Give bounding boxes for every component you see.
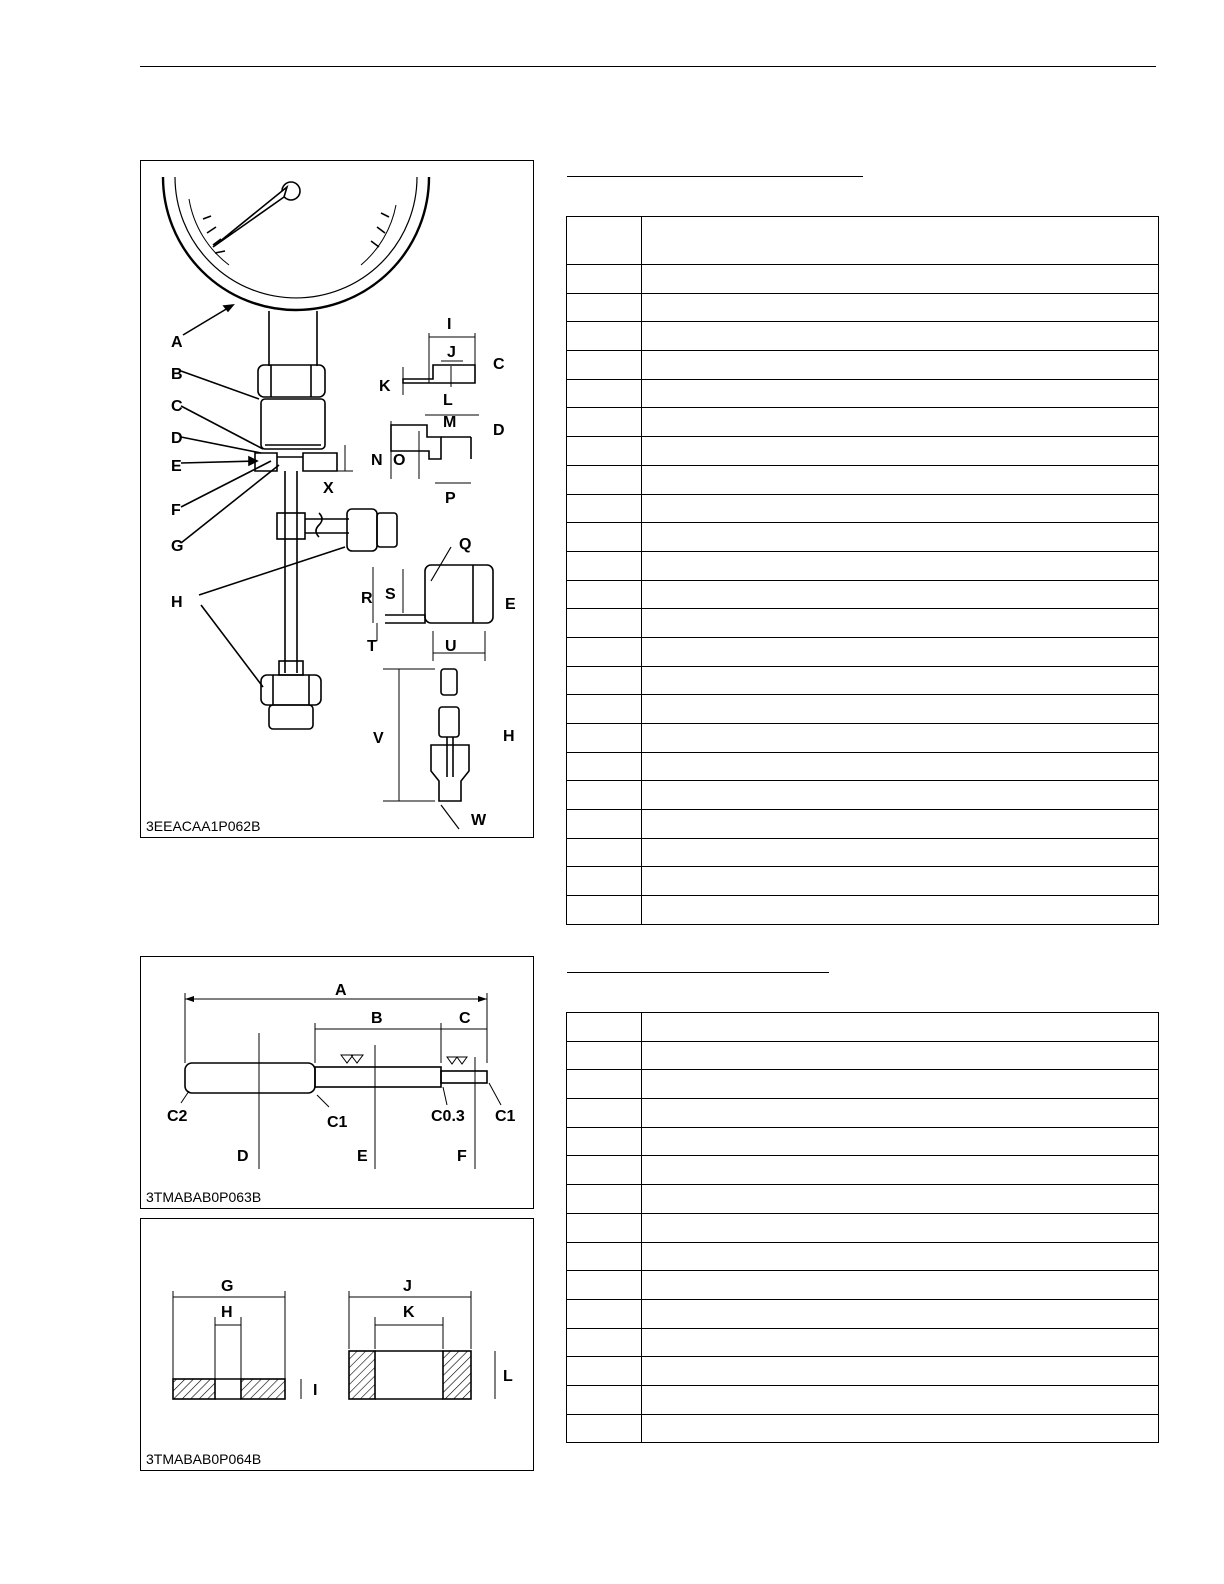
table-cell (642, 867, 1159, 896)
callout-label: E (505, 596, 516, 613)
table-cell (642, 1099, 1159, 1128)
callout-label: D (237, 1148, 249, 1165)
table-cell (567, 580, 642, 609)
table-cell (642, 580, 1159, 609)
header-rule (140, 66, 1156, 67)
figure-pin-dimensions (140, 956, 534, 1209)
callout-label: K (379, 378, 391, 395)
table-cell (567, 724, 642, 753)
callout-label: J (447, 344, 456, 361)
callout-label: O (393, 452, 406, 469)
table-row (567, 217, 1159, 265)
table-cell (567, 1357, 642, 1386)
callout-label: C (493, 356, 505, 373)
table-cell (642, 609, 1159, 638)
table-row (567, 322, 1159, 351)
table-row (567, 1414, 1159, 1443)
table-cell (567, 551, 642, 580)
table-cell (642, 265, 1159, 294)
table-row (567, 351, 1159, 380)
table-row (567, 408, 1159, 437)
callout-label: D (171, 430, 183, 447)
table-cell (642, 666, 1159, 695)
callout-label: K (403, 1304, 415, 1321)
table-row (567, 1185, 1159, 1214)
table-cell (642, 494, 1159, 523)
callout-label: G (171, 538, 184, 555)
callout-label: L (443, 392, 453, 409)
table-row (567, 838, 1159, 867)
table-cell (642, 896, 1159, 925)
callout-label: N (371, 452, 383, 469)
table-row (567, 810, 1159, 839)
table-cell (567, 695, 642, 724)
table-cell (642, 695, 1159, 724)
callout-label: G (221, 1278, 234, 1295)
table-cell (642, 437, 1159, 466)
gauge-labels (141, 161, 535, 839)
table-row (567, 1385, 1159, 1414)
table-cell (642, 1213, 1159, 1242)
table-cell (567, 293, 642, 322)
table-row (567, 293, 1159, 322)
callout-label: E (171, 458, 182, 475)
callout-label: C2 (167, 1108, 188, 1125)
callout-label: J (403, 1278, 412, 1295)
callout-label: B (171, 366, 183, 383)
table-cell (567, 609, 642, 638)
section-heading-rule-2 (567, 972, 829, 973)
table-cell (567, 1213, 642, 1242)
table-cell (567, 1156, 642, 1185)
table-row (567, 637, 1159, 666)
figure-gauge-adaptor (140, 160, 534, 838)
table-cell (567, 838, 642, 867)
table-cell (567, 1127, 642, 1156)
table-cell (567, 217, 642, 265)
table-cell (567, 666, 642, 695)
table-row (567, 465, 1159, 494)
callout-label: C0.3 (431, 1108, 465, 1125)
table-row (567, 1041, 1159, 1070)
callout-label: F (457, 1148, 467, 1165)
table-cell (567, 494, 642, 523)
table-cell (567, 1099, 642, 1128)
table-row (567, 1127, 1159, 1156)
table-cell (642, 752, 1159, 781)
callout-label: A (171, 334, 183, 351)
table-cell (642, 1156, 1159, 1185)
callout-label: I (313, 1382, 318, 1399)
table-row (567, 551, 1159, 580)
callout-label: C1 (495, 1108, 516, 1125)
callout-label: X (323, 480, 334, 497)
figure-washer-dimensions (140, 1218, 534, 1471)
table-cell (567, 1041, 642, 1070)
table-cell (642, 724, 1159, 753)
table-cell (642, 551, 1159, 580)
table-row (567, 494, 1159, 523)
table-cell (567, 1013, 642, 1042)
callout-label: C1 (327, 1114, 348, 1131)
callout-label: D (493, 422, 505, 439)
table-cell (642, 379, 1159, 408)
callout-label: V (373, 730, 384, 747)
table-cell (642, 1242, 1159, 1271)
table-cell (642, 1271, 1159, 1300)
table-row (567, 1213, 1159, 1242)
table-row (567, 523, 1159, 552)
callout-label: I (447, 316, 452, 333)
table-row (567, 609, 1159, 638)
washer-labels (141, 1219, 535, 1472)
figure-caption: 3TMABAB0P063B (146, 1189, 262, 1205)
table-row (567, 695, 1159, 724)
callout-label: U (445, 638, 457, 655)
table-cell (642, 1041, 1159, 1070)
table-row (567, 1013, 1159, 1042)
table-row (567, 867, 1159, 896)
table-cell (567, 1242, 642, 1271)
table-cell (567, 1414, 642, 1443)
table-row (567, 1242, 1159, 1271)
table-cell (642, 1357, 1159, 1386)
callout-label: B (371, 1010, 383, 1027)
table-cell (642, 838, 1159, 867)
table-cell (567, 1328, 642, 1357)
table-cell (567, 408, 642, 437)
callout-label: R (361, 590, 373, 607)
callout-label: Q (459, 536, 472, 553)
callout-label: T (367, 638, 377, 655)
pin-labels (141, 957, 535, 1210)
table-cell (642, 322, 1159, 351)
table-cell (642, 465, 1159, 494)
callout-label: S (385, 586, 396, 603)
table-cell (642, 1070, 1159, 1099)
table-cell (642, 1185, 1159, 1214)
table-cell (567, 465, 642, 494)
table-cell (567, 351, 642, 380)
table-row (567, 1070, 1159, 1099)
table-row (567, 752, 1159, 781)
table-cell (642, 810, 1159, 839)
figure-caption: 3TMABAB0P064B (146, 1451, 262, 1467)
table-row (567, 1271, 1159, 1300)
callout-label: C (171, 398, 183, 415)
table-cell (642, 1328, 1159, 1357)
table-cell (567, 896, 642, 925)
table-cell (567, 781, 642, 810)
table-cell (642, 217, 1159, 265)
table-cell (567, 1185, 642, 1214)
table-cell (642, 408, 1159, 437)
table-row (567, 437, 1159, 466)
table-cell (642, 1013, 1159, 1042)
table-row (567, 580, 1159, 609)
figure-caption: 3EEACAA1P062B (146, 818, 261, 834)
callout-label: L (503, 1368, 513, 1385)
callout-label: M (443, 414, 457, 431)
table-cell (642, 351, 1159, 380)
table-cell (567, 379, 642, 408)
table-cell (567, 265, 642, 294)
callout-label: P (445, 490, 456, 507)
callout-label: A (335, 982, 347, 999)
table-row (567, 1156, 1159, 1185)
callout-label: E (357, 1148, 368, 1165)
table-cell (642, 523, 1159, 552)
callout-label: H (503, 728, 515, 745)
callout-label: F (171, 502, 181, 519)
table-cell (567, 1070, 642, 1099)
table-cell (642, 1414, 1159, 1443)
table-row (567, 896, 1159, 925)
spec-table-2 (566, 1012, 1159, 1443)
callout-label: W (471, 812, 487, 829)
table-cell (567, 437, 642, 466)
table-cell (567, 1385, 642, 1414)
table-cell (642, 1385, 1159, 1414)
table-row (567, 781, 1159, 810)
callout-label: H (221, 1304, 233, 1321)
table-row (567, 1299, 1159, 1328)
callout-label: C (459, 1010, 471, 1027)
table-row (567, 265, 1159, 294)
table-cell (567, 1299, 642, 1328)
table-cell (567, 322, 642, 351)
table-cell (567, 752, 642, 781)
table-cell (642, 293, 1159, 322)
table-cell (642, 781, 1159, 810)
section-heading-rule-1 (567, 176, 863, 177)
table-cell (567, 1271, 642, 1300)
table-cell (642, 1299, 1159, 1328)
table-row (567, 1099, 1159, 1128)
table-cell (567, 867, 642, 896)
callout-label: H (171, 594, 183, 611)
table-row (567, 724, 1159, 753)
table-cell (567, 637, 642, 666)
table-row (567, 1357, 1159, 1386)
table-row (567, 666, 1159, 695)
table-cell (642, 1127, 1159, 1156)
spec-table-1 (566, 216, 1159, 925)
table-cell (567, 810, 642, 839)
table-cell (642, 637, 1159, 666)
table-row (567, 379, 1159, 408)
table-row (567, 1328, 1159, 1357)
table-cell (567, 523, 642, 552)
